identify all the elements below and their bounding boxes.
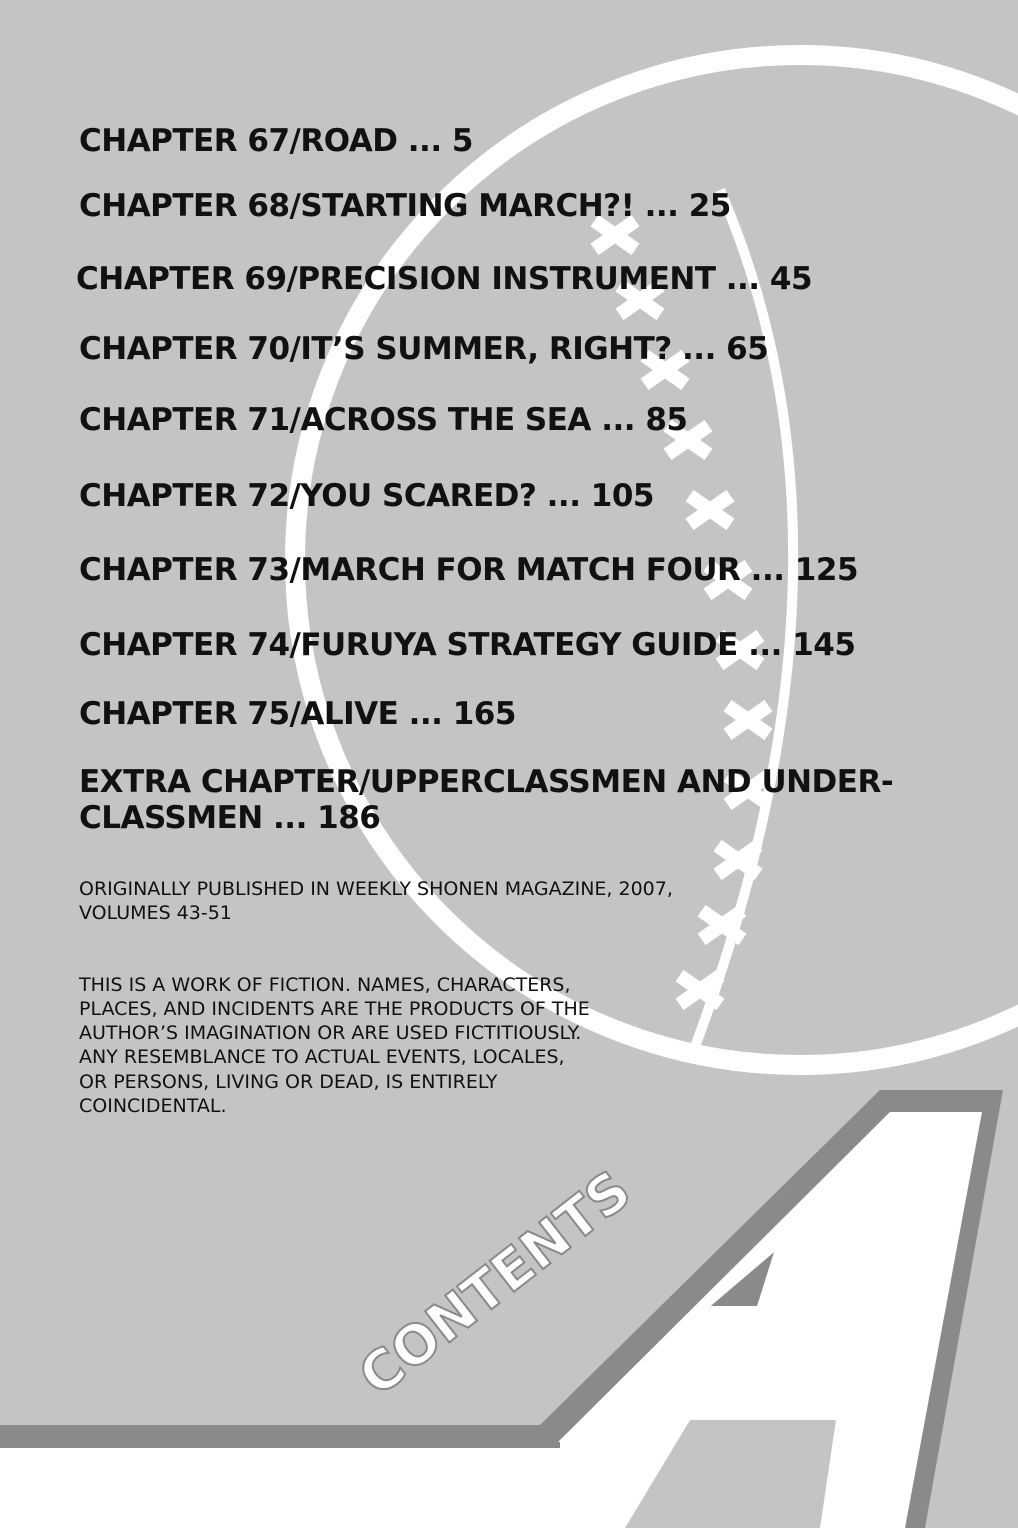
disclaimer-line: COINCIDENTAL.	[79, 1094, 227, 1117]
fiction-disclaimer	[79, 973, 799, 1118]
disclaimer-line: ANY RESEMBLANCE TO ACTUAL EVENTS, LOCALES,	[79, 1046, 565, 1069]
chapter-entry: CHAPTER 70/IT’S SUMMER, RIGHT? ... 65	[79, 331, 769, 367]
chapter-entry: CHAPTER 73/MARCH FOR MATCH FOUR ... 125	[79, 552, 859, 588]
publication-note-line: VOLUMES 43-51	[79, 902, 232, 925]
publication-note-line: ORIGINALLY PUBLISHED IN WEEKLY SHONEN MAGAZINE, 2007,	[79, 878, 673, 900]
chapter-entry: CHAPTER 72/YOU SCARED? ... 105	[79, 478, 654, 514]
disclaimer-line: OR PERSONS, LIVING OR DEAD, IS ENTIRELY	[79, 1070, 498, 1093]
disclaimer-line: PLACES, AND INCIDENTS ARE THE PRODUCTS OF THE	[79, 998, 590, 1021]
contents-label: CONTENTS	[347, 1158, 643, 1409]
chapter-entry: CHAPTER 69/PRECISION INSTRUMENT ... 45	[76, 261, 813, 297]
chapter-entry: CHAPTER 71/ACROSS THE SEA ... 85	[79, 402, 688, 438]
chapter-entry-extra: EXTRA CHAPTER/UPPERCLASSMEN AND UNDER-CLASSMEN ... 186	[79, 764, 894, 836]
publication-note	[79, 877, 799, 925]
disclaimer-line: AUTHOR’S IMAGINATION OR ARE USED FICTITIOUSLY.	[79, 1022, 582, 1045]
chapter-entry: CHAPTER 75/ALIVE ... 165	[79, 696, 516, 732]
chapter-entry: CHAPTER 74/FURUYA STRATEGY GUIDE ... 145	[79, 627, 856, 663]
chapter-entry: CHAPTER 68/STARTING MARCH?! ... 25	[79, 188, 731, 224]
chapter-entry: CHAPTER 67/ROAD ... 5	[79, 123, 473, 159]
disclaimer-line: THIS IS A WORK OF FICTION. NAMES, CHARACTERS,	[79, 974, 571, 996]
